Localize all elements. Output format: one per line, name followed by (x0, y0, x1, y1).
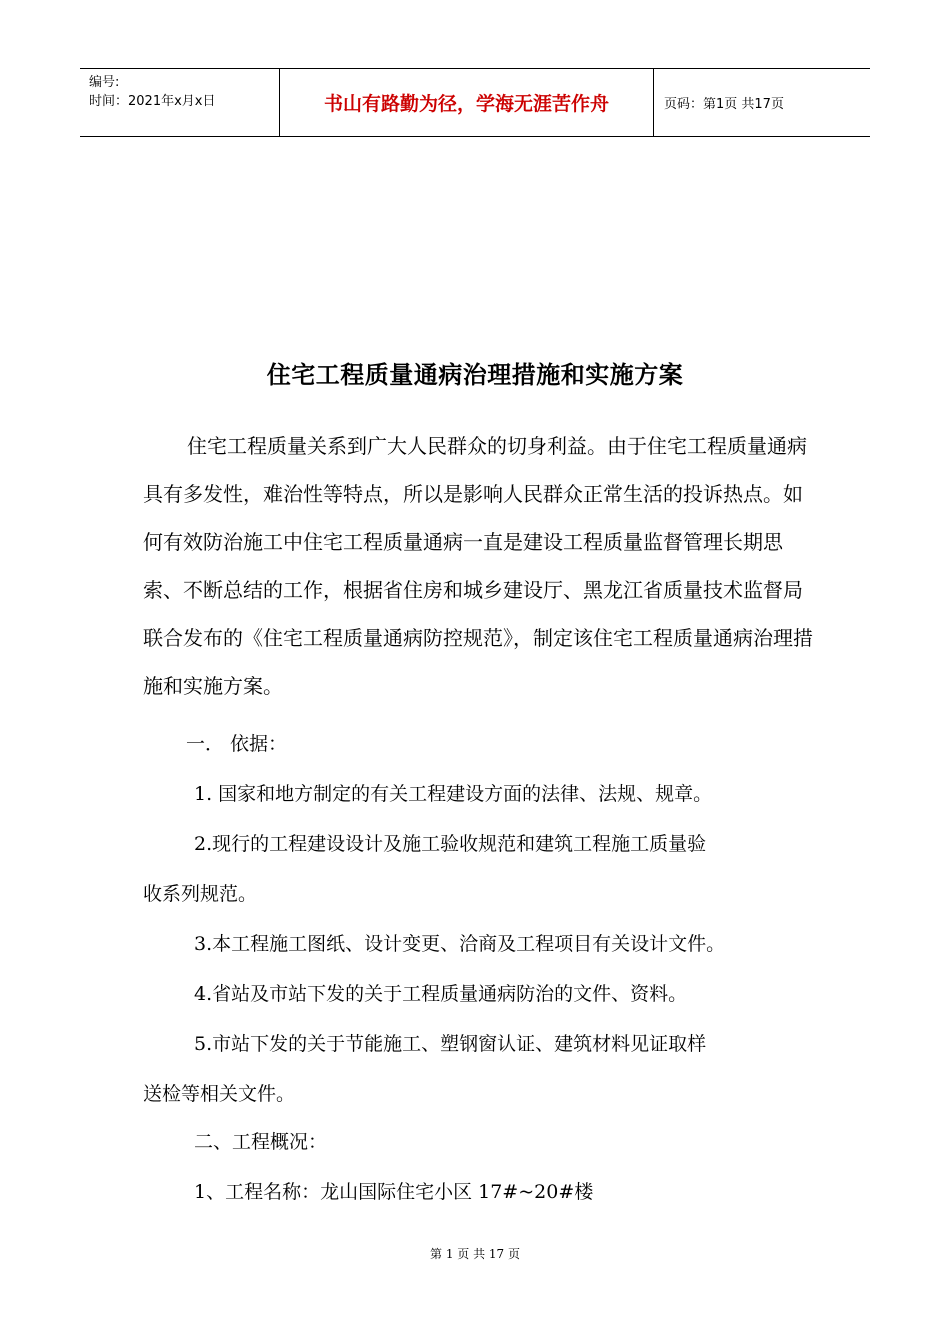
basis-item-4: 4.省站及市站下发的关于工程质量通病防治的文件、资料。 (194, 983, 688, 1005)
document-title: 住宅工程质量通病治理措施和实施方案 (266, 361, 684, 389)
basis-item-3: 3.本工程施工图纸、设计变更、洽商及工程项目有关设计文件。 (194, 933, 726, 955)
header-motto: 书山有路勤为径，学海无涯苦作舟 (280, 69, 654, 136)
section1-heading: 一． 依据： (186, 733, 288, 755)
basis-item-2-line2: 收系列规范。 (143, 883, 258, 905)
page-footer: 第 1 页 共 17 页 (430, 1247, 520, 1261)
basis-item-5-line2: 送检等相关文件。 (143, 1083, 296, 1105)
basis-item-2-line1: 2.现行的工程建设设计及施工验收规范和建筑工程施工质量验 (194, 833, 707, 855)
project-name: 1、工程名称：龙山国际住宅小区 17#~20#楼 (194, 1181, 594, 1203)
number-label: 编号: (89, 75, 120, 90)
basis-item-1: 1. 国家和地方制定的有关工程建设方面的法律、法规、规章。 (194, 783, 713, 805)
basis-item-5-line1: 5.市站下发的关于节能施工、塑钢窗认证、建筑材料见证取样 (194, 1033, 707, 1055)
intro-paragraph: 住宅工程质量关系到广大人民群众的切身利益。由于住宅工程质量通病具有多发性，难治性等特点，所以是影响人民群众正常生活的投诉热点。如何有效防治施工中住宅工程质量通病一直是建设工程质量监督管理长期思索、不断总结的工作，根据省住房和城乡建设厅、黑龙江省质量技术监督局联合发布的《住宅工程质量通病防控规范》，制定该住宅工程质量通病治理措施和实施方案。 (143, 434, 813, 698)
header-page-info: 页码：第1页 共17页 (664, 97, 784, 112)
header-info-cell (80, 69, 280, 136)
section2-heading: 二、工程概况： (194, 1131, 328, 1153)
page-header (80, 68, 870, 137)
time-label: 时间：2021年x月x日 (89, 94, 216, 109)
